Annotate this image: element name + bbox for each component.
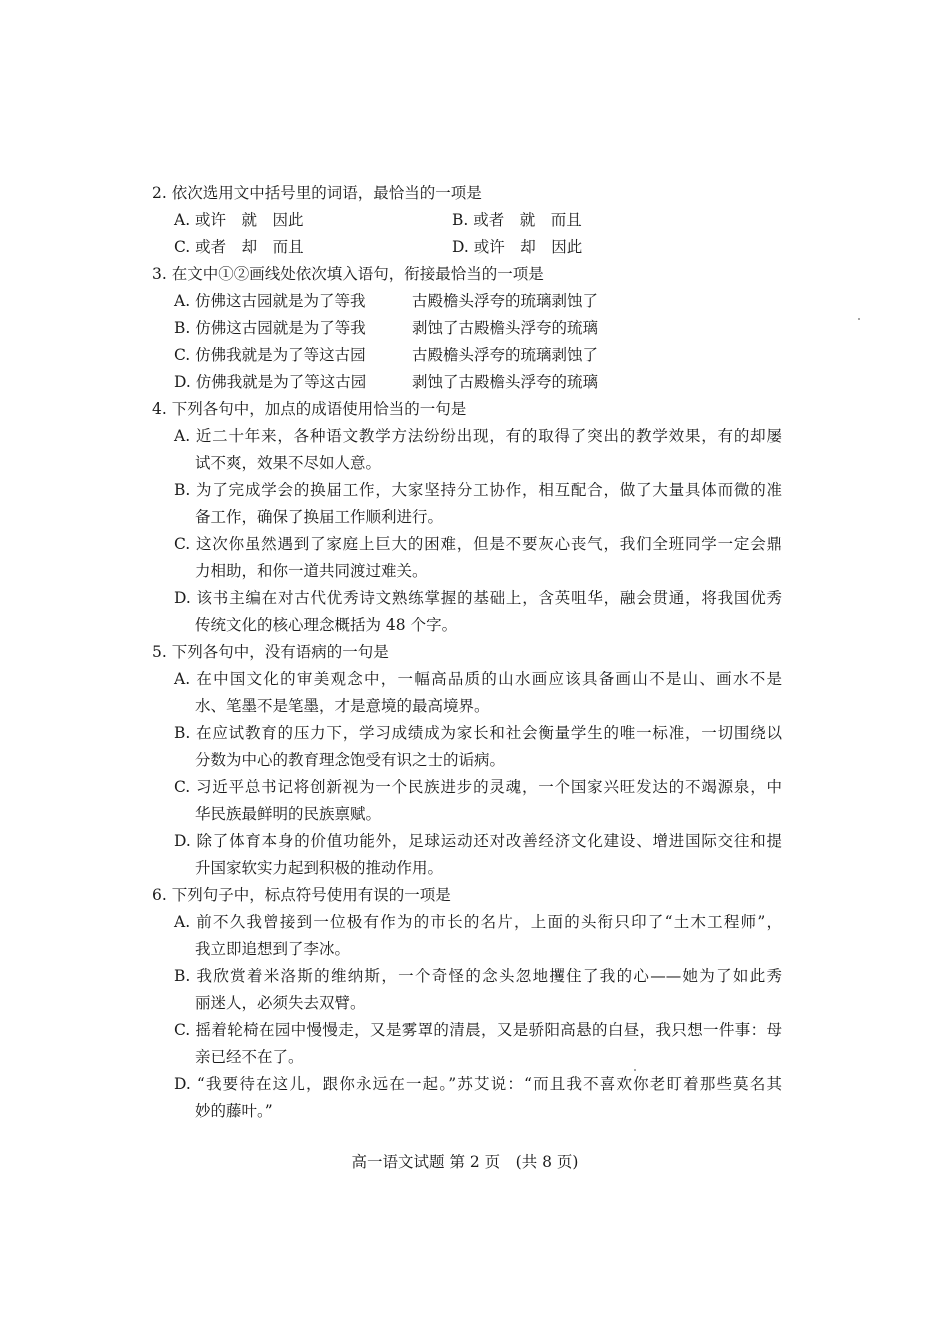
question-3-option-d <box>152 369 782 396</box>
question-2-stem: 2. 依次选用文中括号里的词语，最恰当的一项是 <box>152 184 482 202</box>
question-3-option-c <box>152 342 782 369</box>
option-line-1: B. 我欣赏着米洛斯的维纳斯，一个奇怪的念头忽地攫住了我的心——她为了如此秀 <box>174 967 782 985</box>
option-line-1: D. 该书主编在对古代优秀诗文熟练掌握的基础上，含英咀华，融会贯通，将我国优秀 <box>174 589 782 607</box>
question-6-option-a <box>152 909 782 963</box>
scan-speck <box>634 1069 636 1071</box>
question-5-option-d <box>152 828 782 882</box>
question-6-option-c <box>152 1017 782 1071</box>
option-line-1: B. 在应试教育的压力下，学习成绩成为家长和社会衡量学生的唯一标准，一切围绕以 <box>174 724 782 742</box>
question-4-option-b <box>152 477 782 531</box>
option-part-2: 剥蚀了古殿檐头浮夸的琉璃 <box>412 373 599 391</box>
question-5-option-c <box>152 774 782 828</box>
option-line-2: 试不爽，效果不尽如人意。 <box>195 454 382 472</box>
question-3-option-b <box>152 315 782 342</box>
exam-content <box>152 180 782 1125</box>
option-line-2: 亲已经不在了。 <box>195 1048 304 1066</box>
option-line-1: D. 除了体育本身的价值功能外，足球运动还对改善经济文化建设、增进国际交往和提 <box>174 832 782 850</box>
option-part-2: 剥蚀了古殿檐头浮夸的琉璃 <box>412 319 599 337</box>
option-line-1: D. “我要待在这儿，跟你永远在一起。”苏艾说：“而且我不喜欢你老盯着那些莫名其 <box>174 1075 782 1093</box>
option-part-1: A. 仿佛这古园就是为了等我 <box>174 292 366 310</box>
page-footer: 高一语文试题 第 2 页 (共 8 页) <box>351 1153 579 1171</box>
question-4-option-a <box>152 423 782 477</box>
question-5-stem: 5. 下列各句中，没有语病的一句是 <box>152 643 389 661</box>
option-line-2: 丽迷人，必须失去双臂。 <box>195 994 366 1012</box>
question-6-option-d <box>152 1071 782 1125</box>
question-3-option-a <box>152 288 782 315</box>
option-line-2: 传统文化的核心理念概括为 48 个字。 <box>195 616 458 634</box>
option-line-1: A. 前不久我曾接到一位极有作为的市长的名片，上面的头衔只印了“土木工程师”， <box>174 913 782 931</box>
option-line-2: 妙的藤叶。” <box>195 1102 273 1120</box>
question-6-stem: 6. 下列句子中，标点符号使用有误的一项是 <box>152 886 451 904</box>
question-2-option-c: C. 或者 却 而且 <box>174 238 304 256</box>
option-line-2: 华民族最鲜明的民族禀赋。 <box>195 805 382 823</box>
question-6-option-b <box>152 963 782 1017</box>
question-2-options-row-1 <box>152 207 782 234</box>
scan-speck <box>858 318 860 320</box>
option-part-2: 古殿檐头浮夸的琉璃剥蚀了 <box>412 292 599 310</box>
option-line-1: C. 摇着轮椅在园中慢慢走，又是雾罩的清晨，又是骄阳高悬的白昼，我只想一件事：母 <box>174 1021 782 1039</box>
option-line-2: 水、笔墨不是笔墨，才是意境的最高境界。 <box>195 697 490 715</box>
question-4-stem: 4. 下列各句中，加点的成语使用恰当的一句是 <box>152 400 467 418</box>
option-line-1: B. 为了完成学会的换届工作，大家坚持分工协作，相互配合，做了大量具体而微的准 <box>174 481 782 499</box>
option-line-1: A. 在中国文化的审美观念中，一幅高品质的山水画应该具备画山不是山、画水不是 <box>174 670 782 688</box>
option-line-1: C. 这次你虽然遇到了家庭上巨大的困难，但是不要灰心丧气，我们全班同学一定会鼎 <box>174 535 782 553</box>
option-part-1: C. 仿佛我就是为了等这古园 <box>174 346 366 364</box>
question-2-option-d: D. 或许 却 因此 <box>452 238 583 256</box>
question-4-option-c <box>152 531 782 585</box>
option-line-1: C. 习近平总书记将创新视为一个民族进步的灵魂，一个国家兴旺发达的不竭源泉，中 <box>174 778 782 796</box>
question-2-options-row-2 <box>152 234 782 261</box>
option-line-2: 备工作，确保了换届工作顺利进行。 <box>195 508 444 526</box>
question-2-option-a: A. 或许 就 因此 <box>174 211 304 229</box>
question-2-option-b: B. 或者 就 而且 <box>452 211 582 229</box>
question-3-stem: 3. 在文中①②画线处依次填入语句，衔接最恰当的一项是 <box>152 265 544 283</box>
option-part-2: 古殿檐头浮夸的琉璃剥蚀了 <box>412 346 599 364</box>
option-part-1: B. 仿佛这古园就是为了等我 <box>174 319 366 337</box>
option-line-2: 升国家软实力起到积极的推动作用。 <box>195 859 444 877</box>
question-5-option-b <box>152 720 782 774</box>
option-line-2: 我立即追想到了李冰。 <box>195 940 351 958</box>
option-line-2: 力相助，和你一道共同渡过难关。 <box>195 562 428 580</box>
option-line-1: A. 近二十年来，各种语文教学方法纷纷出现，有的取得了突出的教学效果，有的却屡 <box>174 427 782 445</box>
question-5-option-a <box>152 666 782 720</box>
option-line-2: 分数为中心的教育理念饱受有识之士的诟病。 <box>195 751 506 769</box>
option-part-1: D. 仿佛我就是为了等这古园 <box>174 373 367 391</box>
question-4-option-d <box>152 585 782 639</box>
